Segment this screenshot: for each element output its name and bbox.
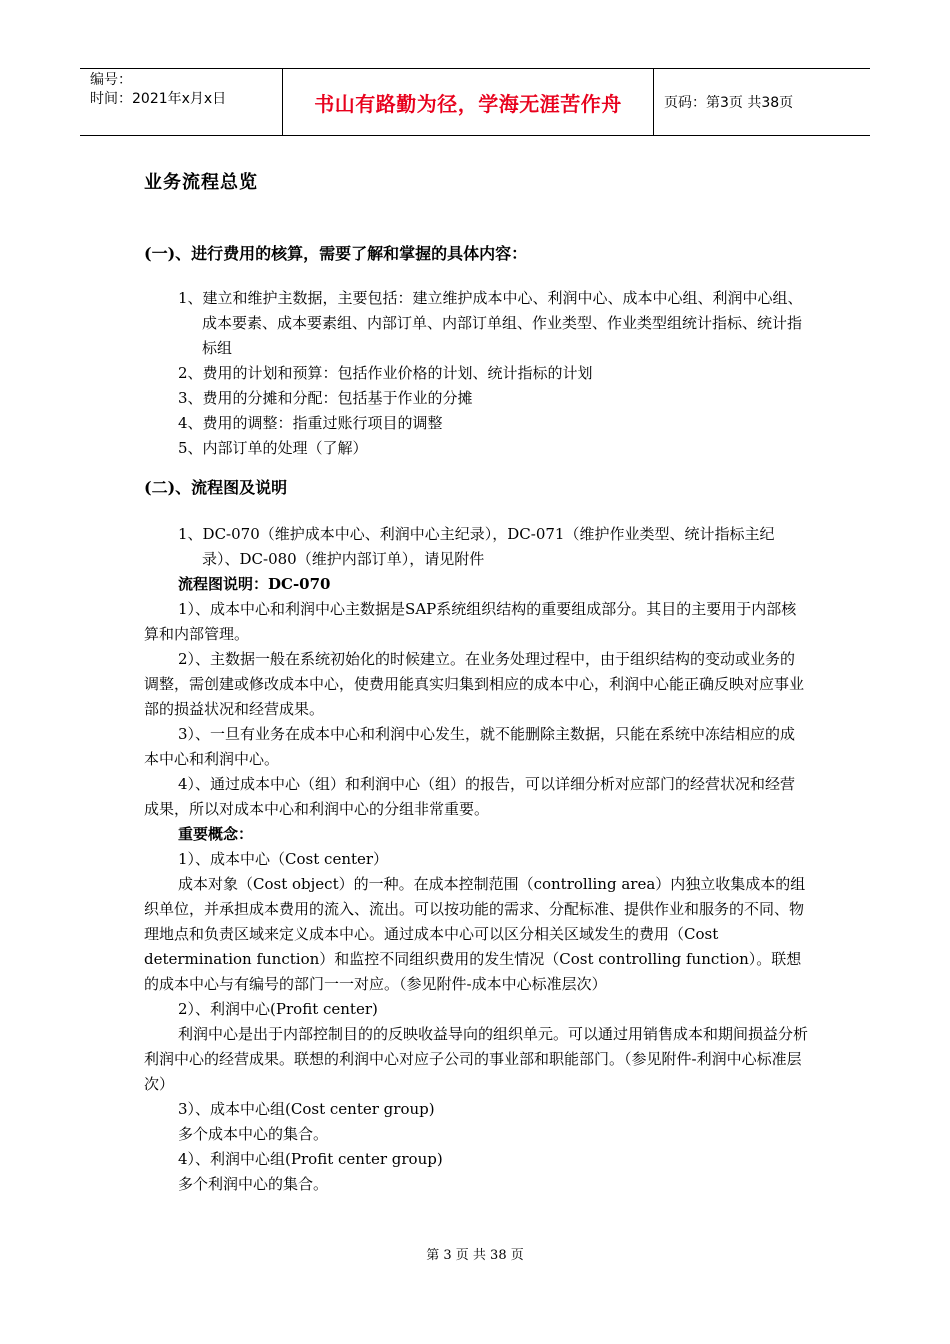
list-item: 5、内部订单的处理（了解） (178, 439, 368, 457)
paragraph: 3）、一旦有业务在成本中心和利润中心发生，就不能删除主数据，只能在系统中冻结相应的成本中心和利润中心。 (144, 725, 796, 768)
flowchart-label: 流程图说明：DC-070 (178, 575, 331, 593)
time-label: 时间：2021年x月x日 (90, 91, 227, 107)
paragraph: 4）、通过成本中心（组）和利润中心（组）的报告，可以详细分析对应部门的经营状况和经营成果，所以对成本中心和利润中心的分组非常重要。 (144, 775, 796, 818)
concept-term: 4）、利润中心组(Profit center group) (178, 1150, 443, 1168)
document-body (144, 166, 808, 1197)
concept-term: 2）、利润中心(Profit center) (178, 1000, 378, 1018)
flowchart-list-item: 1、DC-070（维护成本中心、利润中心主纪录），DC-071（维护作业类型、统计指标主纪录）、DC-080（维护内部订单），请见附件 (178, 525, 775, 568)
number-label: 编号： (90, 72, 132, 88)
paragraph: 2）、主数据一般在系统初始化的时候建立。在业务处理过程中，由于组织结构的变动或业务的调整，需创建或修改成本中心，使费用能真实归集到相应的成本中心，利润中心能正确反映对应事业部的损益状况和经营成果。 (144, 650, 805, 718)
concept-desc: 多个利润中心的集合。 (178, 1175, 329, 1193)
section1-heading: (一)、进行费用的核算，需要了解和掌握的具体内容： (144, 244, 528, 263)
concept-term: 1）、成本中心（Cost center） (178, 850, 389, 868)
concept-desc: 成本对象（Cost object）的一种。在成本控制范围（controlling area）内独立收集成本的组织单位，并承担成本费用的流入、流出。可以按功能的需求、分配标准、提供作业和服务的不同、物理地点和负责区域来定义成本中心。通过成本中心可以区分相关区域发生的费用（Cost determination function）和监控不同组织费用的发生情况（Cost controlling function）。联想的成本中心与有编号的部门一一对应。（参见附件-成本中心标准层次） (144, 875, 806, 993)
concept-desc: 多个成本中心的集合。 (178, 1125, 329, 1143)
header-page-info: 页码：第3页 共38页 (664, 95, 794, 111)
list-item: 3、费用的分摊和分配：包括基于作业的分摊 (178, 389, 473, 407)
concept-term: 3）、成本中心组(Cost center group) (178, 1100, 435, 1118)
section2-heading: (二)、流程图及说明 (144, 478, 288, 497)
page-footer: 第 3 页 共 38 页 (426, 1248, 524, 1263)
concepts-label: 重要概念： (178, 825, 254, 843)
paragraph: 1）、成本中心和利润中心主数据是SAP系统组织结构的重要组成部分。其目的主要用于内部核算和内部管理。 (144, 600, 797, 643)
concept-desc: 利润中心是出于内部控制目的的反映收益导向的组织单元。可以通过用销售成本和期间损益分析利润中心的经营成果。联想的利润中心对应子公司的事业部和职能部门。（参见附件-利润中心标准层次） (144, 1025, 809, 1093)
list-item: 2、费用的计划和预算：包括作业价格的计划、统计指标的计划 (178, 364, 593, 382)
list-item: 1、建立和维护主数据，主要包括：建立维护成本中心、利润中心、成本中心组、利润中心组、成本要素、成本要素组、内部订单、内部订单组、作业类型、作业类型组统计指标、统计指标组 (178, 289, 803, 357)
header-motto: 书山有路勤为径，学海无涯苦作舟 (282, 69, 654, 135)
document-title: 业务流程总览 (144, 172, 258, 193)
list-item: 4、费用的调整：指重过账行项目的调整 (178, 414, 443, 432)
header-meta (80, 69, 282, 135)
page-header (80, 68, 870, 136)
